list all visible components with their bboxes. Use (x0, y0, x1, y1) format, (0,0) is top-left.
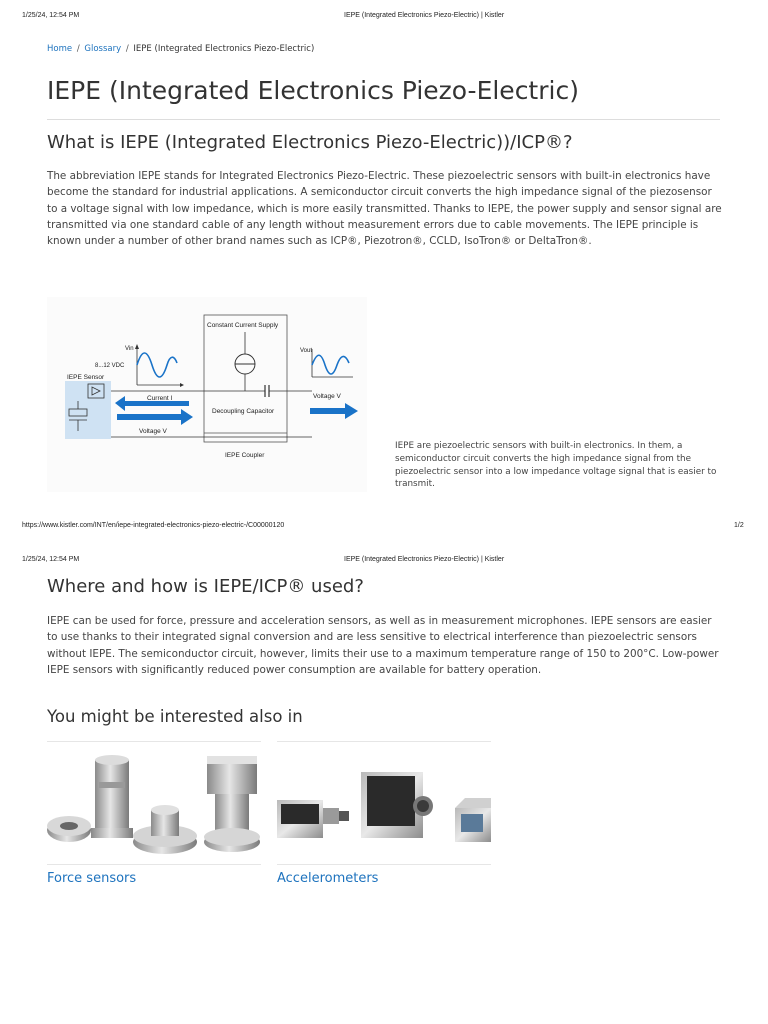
card-bottom-divider (277, 864, 491, 865)
print-page-title: IEPE (Integrated Electronics Piezo-Electric) | Kistler (344, 12, 505, 19)
accelerometers-image[interactable] (277, 742, 491, 862)
current-label: Current I (147, 395, 173, 402)
section-paragraph-what-is: The abbreviation IEPE stands for Integrated Electronics Piezo-Electric. These piezoelectric sensors with built-in electronics have become the standard for industrial applications. A semiconductor circuit converts the high impedance signal of the piezosensor to a voltage signal with low impedance, which is more easily transmitted. Thanks to IEPE, the power supply and sensor signal are transmitted via one standard cable of any length without measurement errors due to cable movements. The IEPE principle is known under a number of other brand names such as ICP®, Piezotron®, CCLD, IsoTron® or DeltaTron®. (47, 170, 722, 248)
breadcrumb-home-link[interactable]: Home (47, 44, 73, 54)
print-datetime: 1/25/24, 12:54 PM (22, 12, 80, 19)
force-sensors-link[interactable]: Force sensors (47, 871, 137, 886)
print-datetime: 1/25/24, 12:54 PM (22, 556, 80, 563)
iepe-diagram (47, 297, 367, 492)
section-heading-what-is: What is IEPE (Integrated Electronics Piezo-Electric))/ICP®? (47, 132, 573, 153)
iepe-sensor-label: IEPE Sensor (67, 374, 105, 381)
breadcrumb-separator: / (76, 44, 80, 54)
force-sensors-image[interactable] (47, 742, 261, 862)
vin-range-label: 8...12 VDC (95, 363, 125, 369)
breadcrumb-glossary-link[interactable]: Glossary (84, 44, 122, 54)
card-bottom-divider (47, 864, 261, 865)
breadcrumb-current: IEPE (Integrated Electronics Piezo-Electric) (133, 44, 315, 54)
section-heading-where-how: Where and how is IEPE/ICP® used? (47, 576, 364, 597)
breadcrumb-separator: / (125, 44, 129, 54)
section-paragraph-where-how: IEPE can be used for force, pressure and acceleration sensors, as well as in measurement microphones. IEPE sensors are easier to use thanks to their integrated signal conversion and are less sensitive to electrical interference than piezoelectric sensors without IEPE. The semiconductor circuit, however, limits their use to a maximum temperature range of 150 to 200°C. Low-power IEPE sensors with significantly reduced power consumption are available for battery operation. (47, 615, 719, 676)
related-card-force-sensors[interactable] (47, 741, 261, 886)
vout-label: Vout (300, 348, 313, 354)
related-heading: You might be interested also in (47, 707, 303, 726)
title-divider (47, 119, 720, 120)
output-voltage-label: Voltage V (313, 393, 341, 400)
print-page-number: 1/2 (734, 522, 744, 529)
diagram-caption: IEPE are piezoelectric sensors with built-in electronics. In them, a semiconductor circuit converts the high impedance signal from the piezoelectric sensor into a low impedance voltage signal that is easier to transmit. (395, 441, 717, 490)
iepe-coupler-label: IEPE Coupler (225, 452, 265, 459)
voltage-label: Voltage V (139, 428, 167, 435)
vin-label: Vin (125, 346, 134, 352)
page-title: IEPE (Integrated Electronics Piezo-Electric) (47, 76, 579, 105)
breadcrumb (47, 44, 314, 54)
decoupling-capacitor-label: Decoupling Capacitor (212, 408, 275, 415)
accelerometers-link[interactable]: Accelerometers (277, 871, 379, 886)
constant-current-supply-label: Constant Current Supply (207, 322, 279, 329)
print-page-title: IEPE (Integrated Electronics Piezo-Electric) | Kistler (344, 556, 505, 563)
print-url: https://www.kistler.com/INT/en/iepe-integrated-electronics-piezo-electric-/C00000120 (22, 522, 285, 529)
related-card-accelerometers[interactable] (277, 741, 491, 886)
